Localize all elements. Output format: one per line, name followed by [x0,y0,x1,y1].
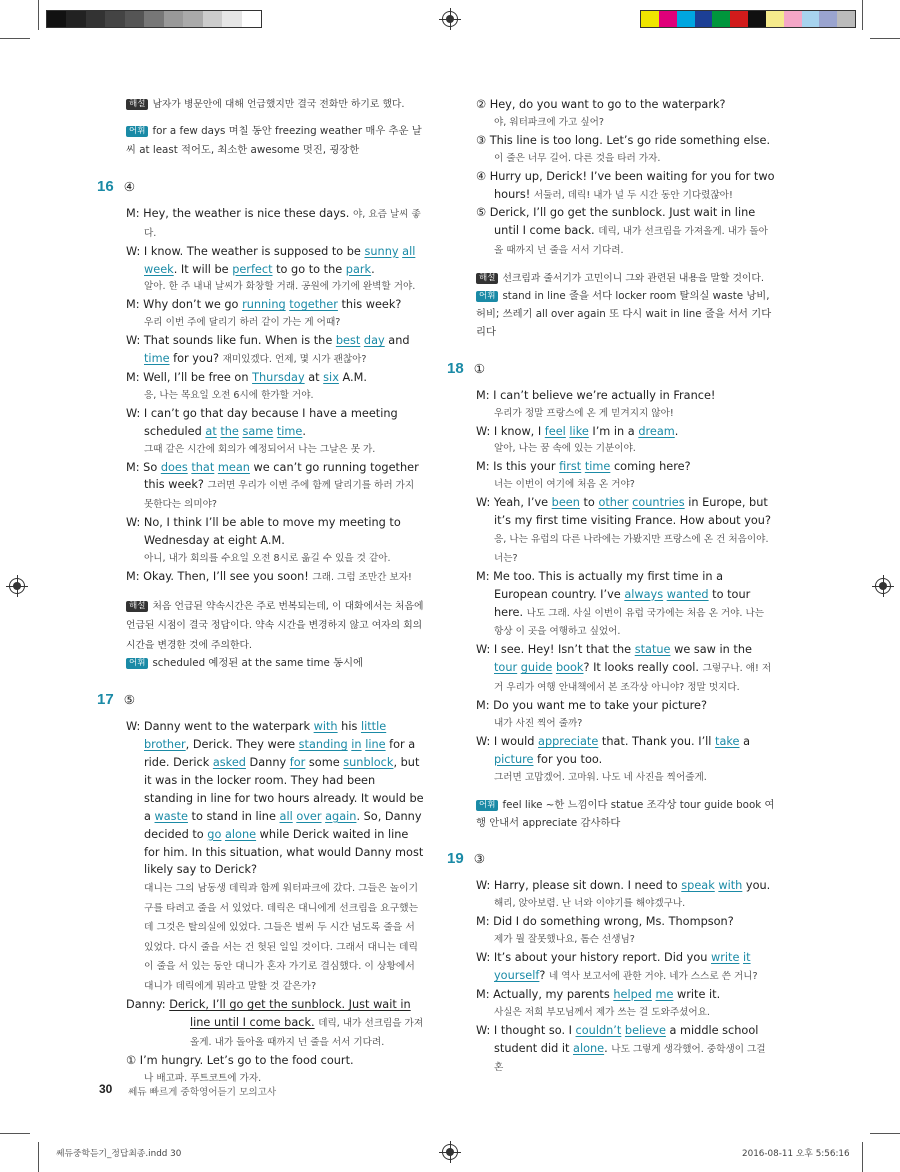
color-swatch [641,11,659,27]
translation-line: 알아. 한 주 내내 날씨가 화창할 거래. 공원에 가기에 완벽할 거야. [144,281,416,293]
question-18-dialogue [476,387,776,787]
dialogue-line: W: I see. Hey! Isn’t that the statue we saw in the tour guide book? It looks really cool. 그렇구나. 얘! 저거 우리가 여행 안내책에서 본 조각상 아니야? 정말 멋지다. [476,643,772,694]
explanation-17: 해설 선크림과 줄서기가 고민이니 그와 관련된 내용을 말할 것이다. [476,270,776,288]
book-title: 쎄듀 빠르게 중학영어듣기 모의고사 [128,1087,277,1098]
dialogue-line: W: I would appreciate that. Thank you. I’ll take a picture for you too. [476,734,751,766]
option-5: ⑤ Derick, I’ll go get the sunblock. Just wait in line until I come back. 데릭, 내가 선크림을 가져올게. 내가 돌아올 때까지 넌 줄을 서서 기다려. [476,206,768,257]
dialogue-line: M: Is this your first time coming here? [476,460,691,474]
question-18-header: 18 ① [447,359,485,377]
dialogue-line: M: Okay. Then, I’ll see you soon! 그래. 그럼 조만간 보자! [126,569,412,583]
explanation-top: 해설 남자가 병문안에 대해 언급했지만 결국 전화만 하기로 했다. [126,96,426,114]
crop-mark [38,1142,39,1172]
color-swatch [837,11,855,27]
vocabulary-16: 어휘 scheduled 예정된 at the same time 동시에 [126,655,426,673]
question-17-passage [126,718,426,879]
registration-mark-right-icon [875,578,891,594]
dialogue-line: M: Did I do something wrong, Ms. Thompson? [476,915,734,929]
translation-line: 사실은 저희 부모님께서 제가 쓰는 걸 도와주셨어요. [494,1006,710,1018]
option-2: ② Hey, do you want to go to the waterpark? [476,98,726,111]
color-swatch [712,11,730,27]
left-column [97,96,426,1088]
option-1: ① I’m hungry. Let’s go to the food court. [126,1054,354,1068]
crop-mark [862,1142,863,1172]
translation-line: 제가 뭘 잘못했나요, 톰슨 선생님? [494,934,635,946]
color-swatch [695,11,713,27]
page-number: 30 [99,1082,113,1096]
gray-swatch-bar [46,10,262,28]
translation-line: 그때 같은 시간에 회의가 예정되어서 나는 그날은 못 가. [144,443,376,455]
option-2-translation: 야, 워터파크에 가고 싶어? [494,116,604,128]
registration-mark-top-icon [442,11,458,27]
question-19-dialogue [476,877,776,1077]
explanation-16: 해설 처음 언급된 약속시간은 주로 번복되는데, 이 대화에서는 처음에 언급된 시점이 결국 정답이다. 약속 시간을 변경하지 않고 여자의 회의 시간을 변경한 것에 주의한다. [126,600,424,651]
vocabulary-top: 어휘 for a few days 며칠 동안 freezing weather 매우 추운 날씨 at least 적어도, 최소한 awesome 멋진, 굉장한 [126,124,422,156]
color-swatch-bar [640,10,856,28]
color-swatch [819,11,837,27]
slug-filename: 쎄듀중학듣기_정답최종.indd 30 [56,1149,182,1159]
dialogue-line: W: Yeah, I’ve been to other countries in Europe, but it’s my first time visiting France. How about you? 응, 나는 유럽의 다른 나라에는 가봤지만 프랑스에 온 건 처음이야. 너는? [476,496,771,564]
question-17-translation: 대니는 그의 남동생 데릭과 함께 워터파크에 갔다. 그들은 놀이기구를 타려고 줄을 서 있었다. 데릭은 대니에게 선크림을 요구했는데 그것은 탈의실에 있었다. 그들은 벌써 두 시간 넘도록 줄을 서 있었다. 다시 줄을 서는 건 헛된 일일 것이다. 그래서 대니는 데릭이 줄을 서 있는 동안 대니가 혼자 가기로 결심했다. 이 상황에서 대니가 데릭에게 뭐라고 말할 것 같은가? [144,883,419,992]
translation-line: 아니, 내가 회의를 수요일 오전 8시로 옮길 수 있을 것 같아. [144,553,391,565]
option-3-translation: 이 줄은 너무 길어. 다른 것을 타러 가자. [494,152,661,164]
registration-mark-left-icon [9,578,25,594]
question-17-header: 17 ⑤ [97,691,135,709]
option-4: ④ Hurry up, Derick! I’ve been waiting for you for two hours! 서둘러, 데릭! 내가 널 두 시간 동안 기다렸잖아! [476,169,775,201]
slug-datetime: 2016-08-11 오후 5:56:16 [742,1149,850,1159]
color-swatch [203,11,223,27]
option-3: ③ This line is too long. Let’s go ride something else. [476,133,771,147]
crop-mark [38,0,39,30]
translation-line: 우리 이번 주에 달리기 하러 같이 가는 게 어때? [144,317,341,329]
color-swatch [86,11,106,27]
dialogue-line: W: I know, I feel like I’m in a dream. [476,424,679,438]
option-1-translation: 나 배고파. 푸트코트에 가자. [144,1072,262,1084]
dialogue-line: W: That sounds like fun. When is the best day and time for you? 재미있겠다. 언제, 몇 시가 괜찮아? [126,334,410,366]
color-swatch [125,11,145,27]
dialogue-line: W: I thought so. I couldn’t believe a middle school student did it alone. 나도 그렇게 생각했어. 중학생이 그걸 혼 [476,1023,766,1074]
translation-line: 응, 나는 목요일 오전 6시에 한가할 거야. [144,389,314,401]
dialogue-line: W: No, I think I’ll be able to move my meeting to Wednesday at eight A.M. [126,516,401,548]
color-swatch [659,11,677,27]
dialogue-line: M: Hey, the weather is nice these days. 야, 요즘 날씨 좋다. [126,206,421,239]
color-swatch [748,11,766,27]
vocabulary-17: 어휘 stand in line 줄을 서다 locker room 탈의실 waste 낭비, 허비; 쓰레기 all over again 또 다시 wait in line 줄을 서서 기다리다 [476,290,772,338]
color-swatch [802,11,820,27]
dialogue-line: M: Well, I’ll be free on Thursday at six A.M. [126,370,367,384]
color-swatch [677,11,695,27]
dialogue-line: M: Do you want me to take your picture? [476,699,707,713]
translation-line: 우리가 정말 프랑스에 온 게 믿겨지지 않아! [494,407,674,419]
danny-answer: Danny: Derick, I’ll go get the sunblock. Just wait in line until I come back. 데릭, 내가 선크림을 가져올게. 내가 돌아올 때까지 넌 줄을 서서 기다려. [126,998,424,1049]
translation-line: 알아, 나는 꿈 속에 있는 기분이야. [494,443,636,455]
color-swatch [222,11,242,27]
color-swatch [183,11,203,27]
color-swatch [144,11,164,27]
color-swatch [47,11,67,27]
crop-mark [862,0,863,30]
dialogue-line: W: I know. The weather is supposed to be sunny all week. It will be perfect to go to the park. [126,244,416,276]
color-swatch [730,11,748,27]
dialogue-line: M: Actually, my parents helped me write it. [476,987,721,1001]
dialogue-line: M: Me too. This is actually my first time in a European country. I’ve always wanted to tour here. 나도 그래. 사실 이번이 유럽 국가에는 처음 온 거야. 나는 항상 이 곳을 여행하고 싶었어. [476,569,765,638]
dialogue-line: W: It’s about your history report. Did you write it yourself? 네 역사 보고서에 관한 거야. 네가 스스로 쓴 거니? [476,950,758,982]
color-swatch [105,11,125,27]
dialogue-line: M: So does that mean we can’t go running together this week? 그러면 우리가 이번 주에 함께 달리기를 하러 가지 못한다는 의미야? [126,460,419,511]
dialogue-line: W: I can’t go that day because I have a meeting scheduled at the same time. [126,406,398,438]
registration-mark-bottom-icon [442,1144,458,1160]
question-16-dialogue [126,205,426,587]
dialogue-line: M: I can’t believe we’re actually in France! [476,388,716,402]
dialogue-line: M: Why don’t we go running together this week? [126,298,402,312]
right-column [447,96,776,1077]
color-swatch [66,11,86,27]
dialogue-line: W: Harry, please sit down. I need to speak with you. [476,879,771,893]
crop-mark [870,38,900,39]
translation-line: 그러면 고맙겠어. 고마워. 나도 네 사진을 찍어줄게. [494,771,707,783]
question-16-header: 16 ④ [97,177,135,195]
translation-line: 너는 이번이 여기에 처음 온 거야? [494,479,635,491]
crop-mark [870,1133,900,1134]
crop-mark [0,1133,30,1134]
vocabulary-18: 어휘 feel like ~한 느낌이다 statue 조각상 tour guide book 여행 안내서 appreciate 감사하다 [476,798,775,829]
question-19-header: 19 ③ [447,850,485,868]
translation-line: 해리, 앉아보렴. 난 너와 이야기를 해야겠구나. [494,898,686,910]
color-swatch [242,11,262,27]
crop-mark [0,38,30,39]
passage-text: W: Danny went to the waterpark with his little brother, Derick. They were standing in line for a ride. Derick asked Danny for some sunblock, but it was in the locker room. They had been standing in line for two hours already. It would be a waste to stand in line all over again. So, Danny decided to go alone while Derick waited in line for him. In this situation, what would Danny most likely say to Derick? [126,720,424,877]
translation-line: 내가 사진 찍어 줄까? [494,718,583,729]
color-swatch [766,11,784,27]
color-swatch [164,11,184,27]
color-swatch [784,11,802,27]
